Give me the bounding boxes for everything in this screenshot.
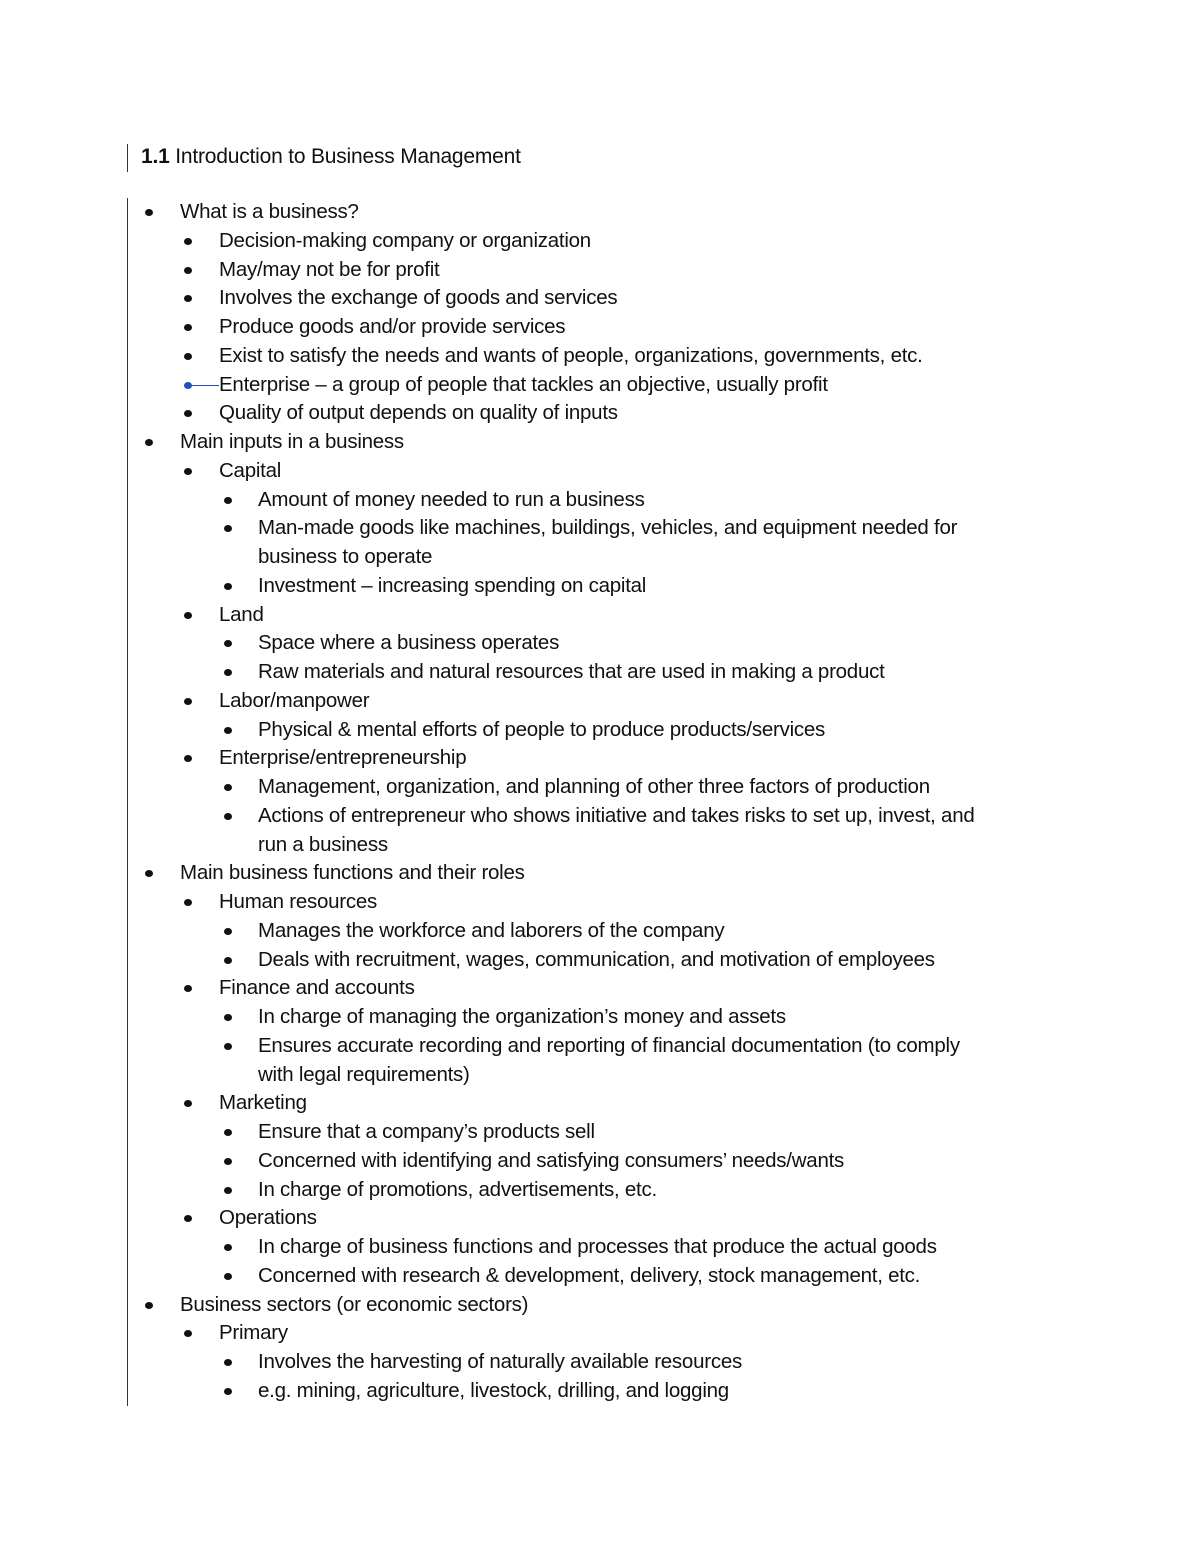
list-item-level-3 [0, 658, 1200, 687]
list-item-text: Concerned with research & development, delivery, stock management, etc. [258, 1263, 921, 1287]
bullet-icon [224, 1359, 232, 1366]
list-item-text: Land [219, 602, 264, 626]
bullet-icon [184, 1330, 192, 1337]
list-item-level-2 [0, 313, 1200, 342]
list-item-text: Capital [219, 458, 282, 482]
bullet-outline [0, 198, 1200, 1406]
list-item-text [258, 514, 957, 572]
bullet-icon [184, 899, 192, 906]
list-item-text: Deals with recruitment, wages, communication, and motivation of employees [258, 947, 935, 971]
list-item-level-1 [0, 428, 1200, 457]
list-item-level-3 [0, 1003, 1200, 1032]
annotation-line-icon [190, 385, 219, 386]
bullet-icon [224, 1129, 232, 1136]
bullet-icon [184, 1100, 192, 1107]
bullet-icon [224, 1187, 232, 1194]
list-item-level-2 [0, 1089, 1200, 1118]
list-item-level-3 [0, 917, 1200, 946]
bullet-icon [184, 267, 192, 274]
list-item-level-1 [0, 1291, 1200, 1320]
list-item-level-3 [0, 486, 1200, 515]
list-item-text: Physical & mental efforts of people to produce products/services [258, 717, 826, 741]
bullet-icon [184, 295, 192, 302]
list-item-level-3 [0, 1233, 1200, 1262]
list-item-level-2 [0, 687, 1200, 716]
list-item-text-line: with legal requirements) [258, 1062, 470, 1086]
list-item-text-line: business to operate [258, 545, 433, 568]
list-item-level-3 [0, 629, 1200, 658]
list-item-level-3 [0, 1118, 1200, 1147]
bullet-icon [184, 985, 192, 992]
list-item-text: Marketing [219, 1091, 307, 1115]
bullet-icon [224, 1388, 232, 1395]
bullet-icon [145, 209, 153, 216]
list-item-level-2 [0, 227, 1200, 256]
list-item-text-line: Ensures accurate recording and reporting of financial documentation (to comply [258, 1033, 960, 1057]
list-item-text: May/may not be for profit [219, 257, 440, 281]
bullet-icon [224, 1043, 232, 1050]
bullet-icon [184, 324, 192, 331]
list-item-level-2 [0, 1204, 1200, 1233]
bullet-icon [224, 1244, 232, 1251]
bullet-icon [145, 870, 153, 877]
list-item-level-2 [0, 457, 1200, 486]
list-item-text: Main inputs in a business [180, 430, 404, 453]
bullet-icon [224, 727, 232, 734]
list-item-text: Amount of money needed to run a business [258, 487, 645, 511]
list-item-text: Involves the harvesting of naturally available resources [258, 1350, 742, 1373]
list-item-text: Enterprise – a group of people that tackles an objective, usually profit [219, 372, 828, 396]
list-item-text: What is a business? [180, 200, 359, 223]
list-item-level-3 [0, 1147, 1200, 1176]
bullet-icon [184, 353, 192, 360]
list-item-level-2 [0, 888, 1200, 917]
list-item-text-line: run a business [258, 832, 388, 856]
list-item-text: Raw materials and natural resources that are used in making a product [258, 660, 885, 683]
bullet-icon [224, 813, 232, 820]
list-item-text: Decision-making company or organization [219, 228, 591, 252]
bullet-icon [224, 1273, 232, 1280]
list-item-level-2 [0, 256, 1200, 285]
list-item-level-3 [0, 1377, 1200, 1406]
bullet-icon [224, 1158, 232, 1165]
bullet-icon [184, 410, 192, 417]
list-item-level-3 [0, 716, 1200, 745]
change-bar-title [127, 144, 128, 172]
list-item-text-line: Actions of entrepreneur who shows initiative and takes risks to set up, invest, and [258, 803, 975, 827]
list-item-level-3 [0, 514, 1200, 572]
list-item-level-2 [0, 1319, 1200, 1348]
list-item-level-2 [0, 399, 1200, 428]
bullet-icon [145, 439, 153, 446]
list-item-level-2 [0, 371, 1200, 400]
list-item-text: Business sectors (or economic sectors) [180, 1292, 529, 1316]
list-item-text: Ensure that a company’s products sell [258, 1120, 595, 1143]
page-title [141, 143, 521, 171]
list-item-text: In charge of promotions, advertisements, etc. [258, 1177, 657, 1201]
list-item-level-1 [0, 198, 1200, 227]
bullet-icon [224, 497, 232, 504]
list-item-level-3 [0, 1032, 1200, 1090]
bullet-icon [224, 669, 232, 676]
list-item-text: Human resources [219, 890, 378, 913]
list-item-level-3 [0, 1348, 1200, 1377]
bullet-icon [224, 928, 232, 935]
list-item-text: Main business functions and their roles [180, 861, 525, 885]
list-item-text: Concerned with identifying and satisfying consumers’ needs/wants [258, 1148, 845, 1172]
list-item-level-3 [0, 1176, 1200, 1205]
list-item-level-3 [0, 802, 1200, 860]
list-item-text: Primary [219, 1321, 288, 1345]
bullet-icon [184, 468, 192, 475]
bullet-icon [184, 238, 192, 245]
bullet-icon [184, 698, 192, 705]
list-item-level-2 [0, 974, 1200, 1003]
bullet-icon [224, 957, 232, 964]
list-item-text: Manages the workforce and laborers of the company [258, 918, 725, 942]
list-item-text: Labor/manpower [219, 688, 370, 712]
list-item-text: Involves the exchange of goods and services [219, 286, 618, 310]
list-item-text [258, 802, 975, 860]
bullet-icon [224, 784, 232, 791]
list-item-text: Investment – increasing spending on capital [258, 573, 647, 597]
list-item-level-3 [0, 773, 1200, 802]
bullet-icon [224, 640, 232, 647]
section-title: Introduction to Business Management [175, 145, 521, 168]
list-item-text: Exist to satisfy the needs and wants of people, organizations, governments, etc. [219, 343, 923, 367]
list-item-level-3 [0, 1262, 1200, 1291]
list-item-level-3 [0, 572, 1200, 601]
bullet-icon [184, 1215, 192, 1222]
list-item-text: e.g. mining, agriculture, livestock, drilling, and logging [258, 1378, 729, 1402]
list-item-level-2 [0, 744, 1200, 773]
bullet-icon [224, 583, 232, 590]
bullet-icon [145, 1302, 153, 1309]
list-item-text: In charge of business functions and processes that produce the actual goods [258, 1235, 937, 1258]
list-item-level-3 [0, 946, 1200, 975]
list-item-level-2 [0, 284, 1200, 313]
list-item-text: Produce goods and/or provide services [219, 315, 566, 338]
list-item-level-1 [0, 859, 1200, 888]
list-item-text: Management, organization, and planning of other three factors of production [258, 775, 930, 798]
list-item-text: Space where a business operates [258, 631, 560, 655]
bullet-icon [224, 525, 232, 532]
list-item-text: Operations [219, 1206, 317, 1230]
list-item-text: Enterprise/entrepreneurship [219, 746, 467, 770]
list-item-text: Finance and accounts [219, 976, 415, 1000]
bullet-icon [184, 612, 192, 619]
bullet-icon [224, 1014, 232, 1021]
list-item-text-line: Man-made goods like machines, buildings, vehicles, and equipment needed for [258, 516, 958, 540]
list-item-text [258, 1032, 960, 1090]
list-item-text: In charge of managing the organization’s money and assets [258, 1005, 786, 1028]
section-number: 1.1 [141, 145, 170, 168]
list-item-level-2 [0, 342, 1200, 371]
bullet-icon [184, 755, 192, 762]
list-item-text: Quality of output depends on quality of inputs [219, 401, 618, 425]
list-item-level-2 [0, 601, 1200, 630]
